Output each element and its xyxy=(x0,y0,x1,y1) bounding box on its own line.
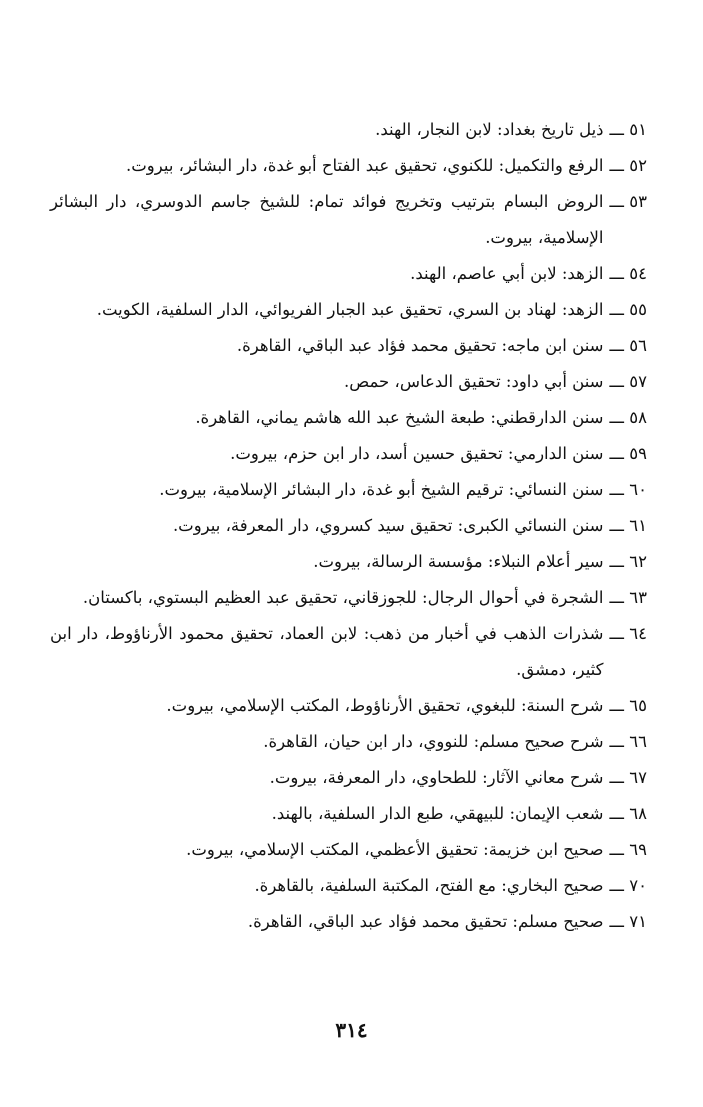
entry-text: الزهد: لابن أبي عاصم، الهند. xyxy=(410,264,604,283)
entry-number: ٦٦ ـــ xyxy=(609,732,647,751)
bibliography-list xyxy=(50,112,647,940)
entry-number: ٦٨ ـــ xyxy=(609,804,647,823)
bibliography-entry-59 xyxy=(50,436,647,472)
entry-number: ٦٧ ـــ xyxy=(609,768,647,787)
page-number: ٣١٤ xyxy=(335,1018,368,1042)
entry-number: ٦٤ ـــ xyxy=(609,624,647,643)
entry-text: الروض البسام بترتيب وتخريج فوائد تمام: للشيخ جاسم الدوسري، دار البشائر الإسلامية، بيروت. xyxy=(50,192,604,247)
entry-number: ٦٢ ـــ xyxy=(609,552,647,571)
entry-number: ٥٧ ـــ xyxy=(609,372,647,391)
bibliography-entry-69 xyxy=(50,832,647,868)
entry-number: ٦٩ ـــ xyxy=(609,840,647,859)
bibliography-entry-53 xyxy=(50,184,647,256)
entry-text: صحيح البخاري: مع الفتح، المكتبة السلفية، بالقاهرة. xyxy=(254,876,604,895)
entry-text: شرح معاني الآثار: للطحاوي، دار المعرفة، بيروت. xyxy=(269,768,604,787)
entry-number: ٥١ ـــ xyxy=(609,120,647,139)
bibliography-entry-63 xyxy=(50,580,647,616)
bibliography-entry-57 xyxy=(50,364,647,400)
entry-text: الرفع والتكميل: للكنوي، تحقيق عبد الفتاح أبو غدة، دار البشائر، بيروت. xyxy=(126,156,604,175)
bibliography-entry-71 xyxy=(50,904,647,940)
entry-number: ٧١ ـــ xyxy=(609,912,647,931)
bibliography-entry-52 xyxy=(50,148,647,184)
bibliography-entry-68 xyxy=(50,796,647,832)
entry-text: سنن الدارمي: تحقيق حسين أسد، دار ابن حزم، بيروت. xyxy=(230,444,604,463)
entry-number: ٥٩ ـــ xyxy=(609,444,647,463)
bibliography-entry-60 xyxy=(50,472,647,508)
entry-text: شرح صحيح مسلم: للنووي، دار ابن حيان، القاهرة. xyxy=(263,732,604,751)
bibliography-entry-56 xyxy=(50,328,647,364)
entry-text: صحيح مسلم: تحقيق محمد فؤاد عبد الباقي، القاهرة. xyxy=(247,912,604,931)
bibliography-entry-65 xyxy=(50,688,647,724)
entry-text: سنن ابن ماجه: تحقيق محمد فؤاد عبد الباقي، القاهرة. xyxy=(236,336,604,355)
entry-number: ٥٥ ـــ xyxy=(609,300,647,319)
entry-number: ٥٨ ـــ xyxy=(609,408,647,427)
entry-number: ٦١ ـــ xyxy=(609,516,647,535)
entry-text: سنن الدارقطني: طبعة الشيخ عبد الله هاشم يماني، القاهرة. xyxy=(195,408,604,427)
bibliography-entry-62 xyxy=(50,544,647,580)
entry-number: ٦٣ ـــ xyxy=(609,588,647,607)
entry-text: سنن أبي داود: تحقيق الدعاس، حمص. xyxy=(344,372,604,391)
bibliography-entry-64 xyxy=(50,616,647,688)
entry-text: الشجرة في أحوال الرجال: للجوزقاني، تحقيق عبد العظيم البستوي، باكستان. xyxy=(82,588,604,607)
bibliography-entry-54 xyxy=(50,256,647,292)
bibliography-entry-66 xyxy=(50,724,647,760)
bibliography-entry-55 xyxy=(50,292,647,328)
entry-text: سير أعلام النبلاء: مؤسسة الرسالة، بيروت. xyxy=(313,552,604,571)
entry-number: ٦٠ ـــ xyxy=(609,480,647,499)
entry-text: صحيح ابن خزيمة: تحقيق الأعظمي، المكتب الإسلامي، بيروت. xyxy=(186,840,604,859)
bibliography-entry-61 xyxy=(50,508,647,544)
entry-number: ٥٤ ـــ xyxy=(609,264,647,283)
entry-number: ٥٢ ـــ xyxy=(609,156,647,175)
entry-number: ٦٥ ـــ xyxy=(609,696,647,715)
entry-text: شذرات الذهب في أخبار من ذهب: لابن العماد، تحقيق محمود الأرناؤوط، دار ابن كثير، دمشق. xyxy=(50,624,604,679)
bibliography-entry-67 xyxy=(50,760,647,796)
bibliography-entry-51 xyxy=(50,112,647,148)
bibliography-entry-70 xyxy=(50,868,647,904)
entry-text: سنن النسائي الكبرى: تحقيق سيد كسروي، دار المعرفة، بيروت. xyxy=(172,516,604,535)
entry-text: شعب الإيمان: للبيهقي، طبع الدار السلفية، بالهند. xyxy=(271,804,604,823)
entry-number: ٧٠ ـــ xyxy=(609,876,647,895)
entry-number: ٥٣ ـــ xyxy=(609,192,647,211)
entry-text: شرح السنة: للبغوي، تحقيق الأرناؤوط، المكتب الإسلامي، بيروت. xyxy=(166,696,604,715)
bibliography-entry-58 xyxy=(50,400,647,436)
entry-text: الزهد: لهناد بن السري، تحقيق عبد الجبار الفريوائي، الدار السلفية، الكويت. xyxy=(96,300,604,319)
entry-text: ذيل تاريخ بغداد: لابن النجار، الهند. xyxy=(375,120,604,139)
entry-number: ٥٦ ـــ xyxy=(609,336,647,355)
entry-text: سنن النسائي: ترقيم الشيخ أبو غدة، دار البشائر الإسلامية، بيروت. xyxy=(159,480,604,499)
